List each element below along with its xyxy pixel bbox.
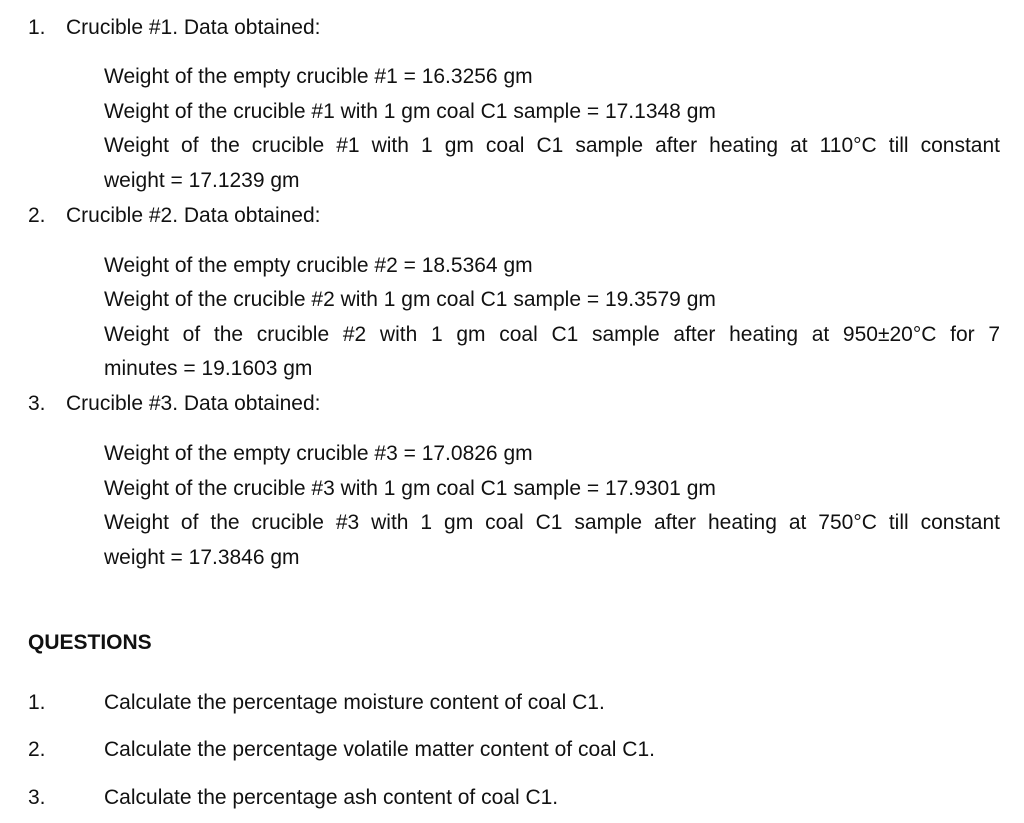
data-line: Weight of the empty crucible #3 = 17.0826 gm [104, 442, 533, 465]
section-number: 1. [28, 16, 46, 39]
question-text: Calculate the percentage moisture content of coal C1. [104, 691, 605, 714]
section-3-heading [28, 389, 321, 419]
data-line: Weight of the crucible #1 with 1 gm coal C1 sample after heating at 110°C till constant [104, 134, 1000, 157]
section-2-heading [28, 201, 321, 231]
question-number: 1. [28, 691, 46, 714]
section-title: Crucible #3. Data obtained: [66, 392, 321, 415]
question-item [28, 688, 605, 718]
section-1-heading [28, 13, 321, 43]
section-title: Crucible #2. Data obtained: [66, 204, 321, 227]
data-line: Weight of the crucible #3 with 1 gm coal C1 sample = 17.9301 gm [104, 477, 716, 500]
data-line: weight = 17.3846 gm [104, 546, 300, 569]
data-line: Weight of the crucible #1 with 1 gm coal C1 sample = 17.1348 gm [104, 100, 716, 123]
data-line: Weight of the empty crucible #2 = 18.5364 gm [104, 254, 533, 277]
data-line: minutes = 19.1603 gm [104, 357, 313, 380]
data-line: weight = 17.1239 gm [104, 169, 300, 192]
section-title: Crucible #1. Data obtained: [66, 16, 321, 39]
data-line: Weight of the crucible #2 with 1 gm coal C1 sample = 19.3579 gm [104, 288, 716, 311]
question-text: Calculate the percentage volatile matter content of coal C1. [104, 738, 655, 761]
questions-heading: QUESTIONS [28, 631, 152, 654]
question-number: 2. [28, 738, 46, 761]
question-item [28, 783, 558, 813]
question-item [28, 735, 655, 765]
section-number: 2. [28, 204, 46, 227]
question-number: 3. [28, 786, 46, 809]
data-line: Weight of the crucible #2 with 1 gm coal C1 sample after heating at 950±20°C for 7 [104, 323, 1000, 346]
section-number: 3. [28, 392, 46, 415]
question-text: Calculate the percentage ash content of coal C1. [104, 786, 559, 809]
data-line: Weight of the empty crucible #1 = 16.3256 gm [104, 65, 533, 88]
data-line: Weight of the crucible #3 with 1 gm coal C1 sample after heating at 750°C till constant [104, 511, 1000, 534]
